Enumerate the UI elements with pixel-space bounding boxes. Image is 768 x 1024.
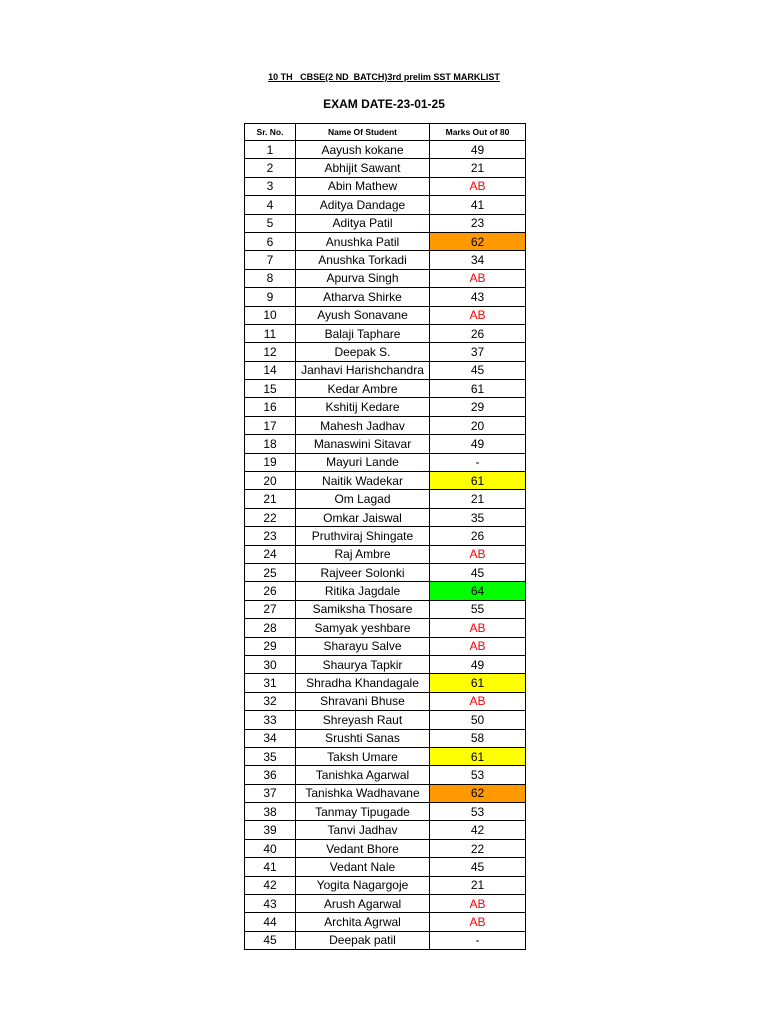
sr-no-cell: 9 — [245, 288, 296, 306]
sr-no-cell: 8 — [245, 269, 296, 287]
table-row — [245, 931, 526, 949]
marks-cell: 21 — [430, 876, 526, 894]
student-name-cell: Balaji Taphare — [296, 324, 430, 342]
student-name-cell: Ayush Sonavane — [296, 306, 430, 324]
student-name-cell: Shaurya Tapkir — [296, 655, 430, 673]
student-name-cell: Aditya Dandage — [296, 196, 430, 214]
table-row — [245, 655, 526, 673]
marks-cell: 43 — [430, 288, 526, 306]
sr-no-cell: 43 — [245, 895, 296, 913]
table-row — [245, 545, 526, 563]
marks-cell: 61 — [430, 747, 526, 765]
table-row — [245, 490, 526, 508]
student-name-cell: Apurva Singh — [296, 269, 430, 287]
sr-no-cell: 28 — [245, 619, 296, 637]
marks-cell: AB — [430, 177, 526, 195]
sr-no-cell: 26 — [245, 582, 296, 600]
header-student-name: Name Of Student — [296, 124, 430, 141]
table-row — [245, 692, 526, 710]
sheet-title: 10 TH CBSE(2 ND BATCH)3rd prelim SST MARKLIST — [268, 72, 500, 82]
sr-no-cell: 5 — [245, 214, 296, 232]
sr-no-cell: 14 — [245, 361, 296, 379]
marks-cell: 21 — [430, 490, 526, 508]
table-row — [245, 306, 526, 324]
marks-cell: 45 — [430, 563, 526, 581]
table-row — [245, 729, 526, 747]
exam-date: EXAM DATE-23-01-25 — [323, 97, 445, 111]
marks-cell: AB — [430, 269, 526, 287]
student-name-cell: Mahesh Jadhav — [296, 416, 430, 434]
sr-no-cell: 25 — [245, 563, 296, 581]
student-name-cell: Anushka Patil — [296, 232, 430, 250]
table-row — [245, 380, 526, 398]
student-name-cell: Anushka Torkadi — [296, 251, 430, 269]
table-row — [245, 876, 526, 894]
table-row — [245, 858, 526, 876]
table-row — [245, 821, 526, 839]
table-row — [245, 895, 526, 913]
marks-cell: AB — [430, 306, 526, 324]
sr-no-cell: 1 — [245, 141, 296, 159]
student-name-cell: Manaswini Sitavar — [296, 435, 430, 453]
student-name-cell: Rajveer Solonki — [296, 563, 430, 581]
marks-cell: 61 — [430, 674, 526, 692]
sr-no-cell: 22 — [245, 508, 296, 526]
header-row — [245, 124, 526, 141]
table-row — [245, 784, 526, 802]
table-row — [245, 766, 526, 784]
sr-no-cell: 31 — [245, 674, 296, 692]
marks-cell: 50 — [430, 711, 526, 729]
student-name-cell: Shravani Bhuse — [296, 692, 430, 710]
marks-cell: 53 — [430, 766, 526, 784]
sr-no-cell: 4 — [245, 196, 296, 214]
marks-cell: 64 — [430, 582, 526, 600]
header-sr-no: Sr. No. — [245, 124, 296, 141]
student-name-cell: Atharva Shirke — [296, 288, 430, 306]
table-row — [245, 600, 526, 618]
sr-no-cell: 33 — [245, 711, 296, 729]
student-name-cell: Om Lagad — [296, 490, 430, 508]
sr-no-cell: 37 — [245, 784, 296, 802]
marks-cell: AB — [430, 619, 526, 637]
marks-cell: 49 — [430, 141, 526, 159]
marks-cell: 45 — [430, 361, 526, 379]
sr-no-cell: 41 — [245, 858, 296, 876]
marks-cell: 37 — [430, 343, 526, 361]
sr-no-cell: 10 — [245, 306, 296, 324]
sr-no-cell: 20 — [245, 472, 296, 490]
marks-cell: - — [430, 931, 526, 949]
marklist-table — [244, 123, 526, 950]
student-name-cell: Vedant Nale — [296, 858, 430, 876]
student-name-cell: Yogita Nagargoje — [296, 876, 430, 894]
student-name-cell: Abhijit Sawant — [296, 159, 430, 177]
table-row — [245, 324, 526, 342]
sr-no-cell: 34 — [245, 729, 296, 747]
sr-no-cell: 21 — [245, 490, 296, 508]
student-name-cell: Tanmay Tipugade — [296, 803, 430, 821]
table-row — [245, 563, 526, 581]
sr-no-cell: 42 — [245, 876, 296, 894]
table-row — [245, 398, 526, 416]
marks-cell: 22 — [430, 839, 526, 857]
marks-cell: 23 — [430, 214, 526, 232]
marks-cell: 29 — [430, 398, 526, 416]
marks-cell: 26 — [430, 527, 526, 545]
sr-no-cell: 18 — [245, 435, 296, 453]
student-name-cell: Samyak yeshbare — [296, 619, 430, 637]
marks-cell: 58 — [430, 729, 526, 747]
student-name-cell: Shreyash Raut — [296, 711, 430, 729]
student-name-cell: Samiksha Thosare — [296, 600, 430, 618]
marks-cell: 42 — [430, 821, 526, 839]
student-name-cell: Shradha Khandagale — [296, 674, 430, 692]
sr-no-cell: 32 — [245, 692, 296, 710]
table-row — [245, 288, 526, 306]
table-row — [245, 159, 526, 177]
table-row — [245, 214, 526, 232]
sr-no-cell: 11 — [245, 324, 296, 342]
table-row — [245, 435, 526, 453]
table-row — [245, 472, 526, 490]
sr-no-cell: 40 — [245, 839, 296, 857]
header-marks: Marks Out of 80 — [430, 124, 526, 141]
table-row — [245, 508, 526, 526]
table-row — [245, 453, 526, 471]
table-row — [245, 711, 526, 729]
marks-cell: 21 — [430, 159, 526, 177]
student-name-cell: Vedant Bhore — [296, 839, 430, 857]
student-name-cell: Sharayu Salve — [296, 637, 430, 655]
table-row — [245, 674, 526, 692]
sr-no-cell: 7 — [245, 251, 296, 269]
table-row — [245, 582, 526, 600]
table-row — [245, 839, 526, 857]
student-name-cell: Ritika Jagdale — [296, 582, 430, 600]
table-row — [245, 637, 526, 655]
sr-no-cell: 44 — [245, 913, 296, 931]
sr-no-cell: 27 — [245, 600, 296, 618]
student-name-cell: Pruthviraj Shingate — [296, 527, 430, 545]
marks-cell: 53 — [430, 803, 526, 821]
sr-no-cell: 16 — [245, 398, 296, 416]
sr-no-cell: 24 — [245, 545, 296, 563]
sr-no-cell: 19 — [245, 453, 296, 471]
student-name-cell: Taksh Umare — [296, 747, 430, 765]
marks-cell: - — [430, 453, 526, 471]
student-name-cell: Tanishka Agarwal — [296, 766, 430, 784]
marks-cell: 62 — [430, 232, 526, 250]
marks-cell: 26 — [430, 324, 526, 342]
sr-no-cell: 3 — [245, 177, 296, 195]
marks-cell: 45 — [430, 858, 526, 876]
student-name-cell: Tanvi Jadhav — [296, 821, 430, 839]
sr-no-cell: 39 — [245, 821, 296, 839]
table-row — [245, 416, 526, 434]
marks-cell: 49 — [430, 655, 526, 673]
student-name-cell: Deepak patil — [296, 931, 430, 949]
student-name-cell: Deepak S. — [296, 343, 430, 361]
marks-cell: 61 — [430, 380, 526, 398]
sr-no-cell: 6 — [245, 232, 296, 250]
marks-cell: AB — [430, 913, 526, 931]
marks-cell: 55 — [430, 600, 526, 618]
table-row — [245, 343, 526, 361]
student-name-cell: Aditya Patil — [296, 214, 430, 232]
marks-cell: 34 — [430, 251, 526, 269]
sr-no-cell: 45 — [245, 931, 296, 949]
marks-cell: AB — [430, 637, 526, 655]
table-row — [245, 269, 526, 287]
sr-no-cell: 38 — [245, 803, 296, 821]
student-name-cell: Tanishka Wadhavane — [296, 784, 430, 802]
table-row — [245, 196, 526, 214]
marks-cell: 20 — [430, 416, 526, 434]
student-name-cell: Abin Mathew — [296, 177, 430, 195]
sr-no-cell: 12 — [245, 343, 296, 361]
student-name-cell: Archita Agrwal — [296, 913, 430, 931]
sr-no-cell: 15 — [245, 380, 296, 398]
student-name-cell: Janhavi Harishchandra — [296, 361, 430, 379]
marks-cell: AB — [430, 895, 526, 913]
marks-cell: 49 — [430, 435, 526, 453]
student-name-cell: Arush Agarwal — [296, 895, 430, 913]
student-name-cell: Omkar Jaiswal — [296, 508, 430, 526]
table-row — [245, 141, 526, 159]
marks-cell: AB — [430, 545, 526, 563]
table-row — [245, 747, 526, 765]
marks-cell: AB — [430, 692, 526, 710]
marks-cell: 35 — [430, 508, 526, 526]
sr-no-cell: 2 — [245, 159, 296, 177]
student-name-cell: Kedar Ambre — [296, 380, 430, 398]
marks-cell: 41 — [430, 196, 526, 214]
student-name-cell: Aayush kokane — [296, 141, 430, 159]
marks-cell: 62 — [430, 784, 526, 802]
student-name-cell: Raj Ambre — [296, 545, 430, 563]
table-row — [245, 177, 526, 195]
student-name-cell: Mayuri Lande — [296, 453, 430, 471]
table-row — [245, 361, 526, 379]
sr-no-cell: 17 — [245, 416, 296, 434]
table-row — [245, 803, 526, 821]
table-body — [245, 141, 526, 950]
table-row — [245, 913, 526, 931]
student-name-cell: Srushti Sanas — [296, 729, 430, 747]
sr-no-cell: 23 — [245, 527, 296, 545]
sr-no-cell: 29 — [245, 637, 296, 655]
table-row — [245, 232, 526, 250]
student-name-cell: Naitik Wadekar — [296, 472, 430, 490]
sr-no-cell: 35 — [245, 747, 296, 765]
table-row — [245, 251, 526, 269]
table-row — [245, 619, 526, 637]
sr-no-cell: 30 — [245, 655, 296, 673]
student-name-cell: Kshitij Kedare — [296, 398, 430, 416]
sr-no-cell: 36 — [245, 766, 296, 784]
table-row — [245, 527, 526, 545]
marks-cell: 61 — [430, 472, 526, 490]
